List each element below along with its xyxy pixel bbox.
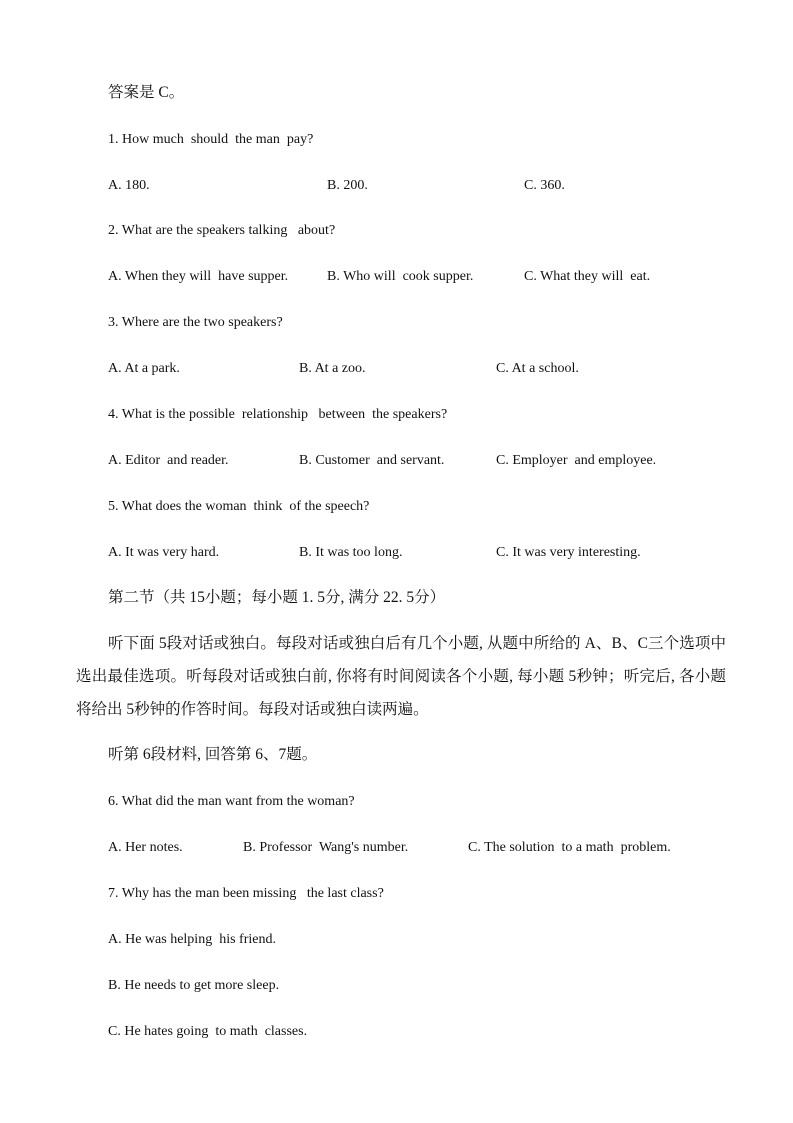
question-5-option-a: A. It was very hard. bbox=[108, 545, 220, 560]
question-7-stem: 7. Why has the man been missing the last class? bbox=[108, 886, 384, 901]
question-2-option-b: B. Who will cook supper. bbox=[327, 269, 474, 284]
question-4-option-c: C. Employer and employee. bbox=[496, 453, 657, 468]
question-5-stem: 5. What does the woman think of the speech? bbox=[108, 499, 370, 514]
question-1-option-b: B. 200. bbox=[327, 178, 368, 193]
question-3-option-b: B. At a zoo. bbox=[299, 361, 366, 376]
question-1-option-a: A. 180. bbox=[108, 178, 150, 193]
question-1-option-c: C. 360. bbox=[524, 178, 565, 193]
question-2-option-a: A. When they will have supper. bbox=[108, 269, 289, 284]
question-5-option-b: B. It was too long. bbox=[299, 545, 403, 560]
question-6-stem: 6. What did the man want from the woman? bbox=[108, 794, 355, 809]
question-2-option-c: C. What they will eat. bbox=[524, 269, 651, 284]
question-3-stem: 3. Where are the two speakers? bbox=[108, 315, 283, 330]
question-3-option-c: C. At a school. bbox=[496, 361, 579, 376]
question-1-stem: 1. How much should the man pay? bbox=[108, 132, 314, 147]
answer-line: 答案是 C。 bbox=[108, 84, 185, 101]
question-6-option-c: C. The solution to a math problem. bbox=[468, 840, 671, 855]
section-2-heading: 第二节（共 15小题；每小题 1. 5分, 满分 22. 5分） bbox=[108, 589, 446, 606]
passage-6-intro: 听第 6段材料, 回答第 6、7题。 bbox=[108, 746, 318, 763]
question-7-option-b: B. He needs to get more sleep. bbox=[108, 978, 280, 993]
question-4-stem: 4. What is the possible relationship between the speakers? bbox=[108, 407, 448, 422]
question-3-option-a: A. At a park. bbox=[108, 361, 180, 376]
question-6-option-a: A. Her notes. bbox=[108, 840, 183, 855]
question-2-stem: 2. What are the speakers talking about? bbox=[108, 223, 336, 238]
question-7-option-a: A. He was helping his friend. bbox=[108, 932, 276, 947]
question-4-option-a: A. Editor and reader. bbox=[108, 453, 229, 468]
question-6-option-b: B. Professor Wang's number. bbox=[243, 840, 409, 855]
question-5-option-c: C. It was very interesting. bbox=[496, 545, 641, 560]
section-2-instructions: 听下面 5段对话或独白。每段对话或独白后有几个小题, 从题中所给的 A、B、C三个选项中选出最佳选项。听每段对话或独白前, 你将有时间阅读各个小题, 每小题 5秒钟；听完后, 各小题将给出 5秒钟的作答时间。每段对话或独白读两遍。 bbox=[76, 635, 726, 718]
question-4-option-b: B. Customer and servant. bbox=[299, 453, 445, 468]
question-7-option-c: C. He hates going to math classes. bbox=[108, 1024, 308, 1039]
